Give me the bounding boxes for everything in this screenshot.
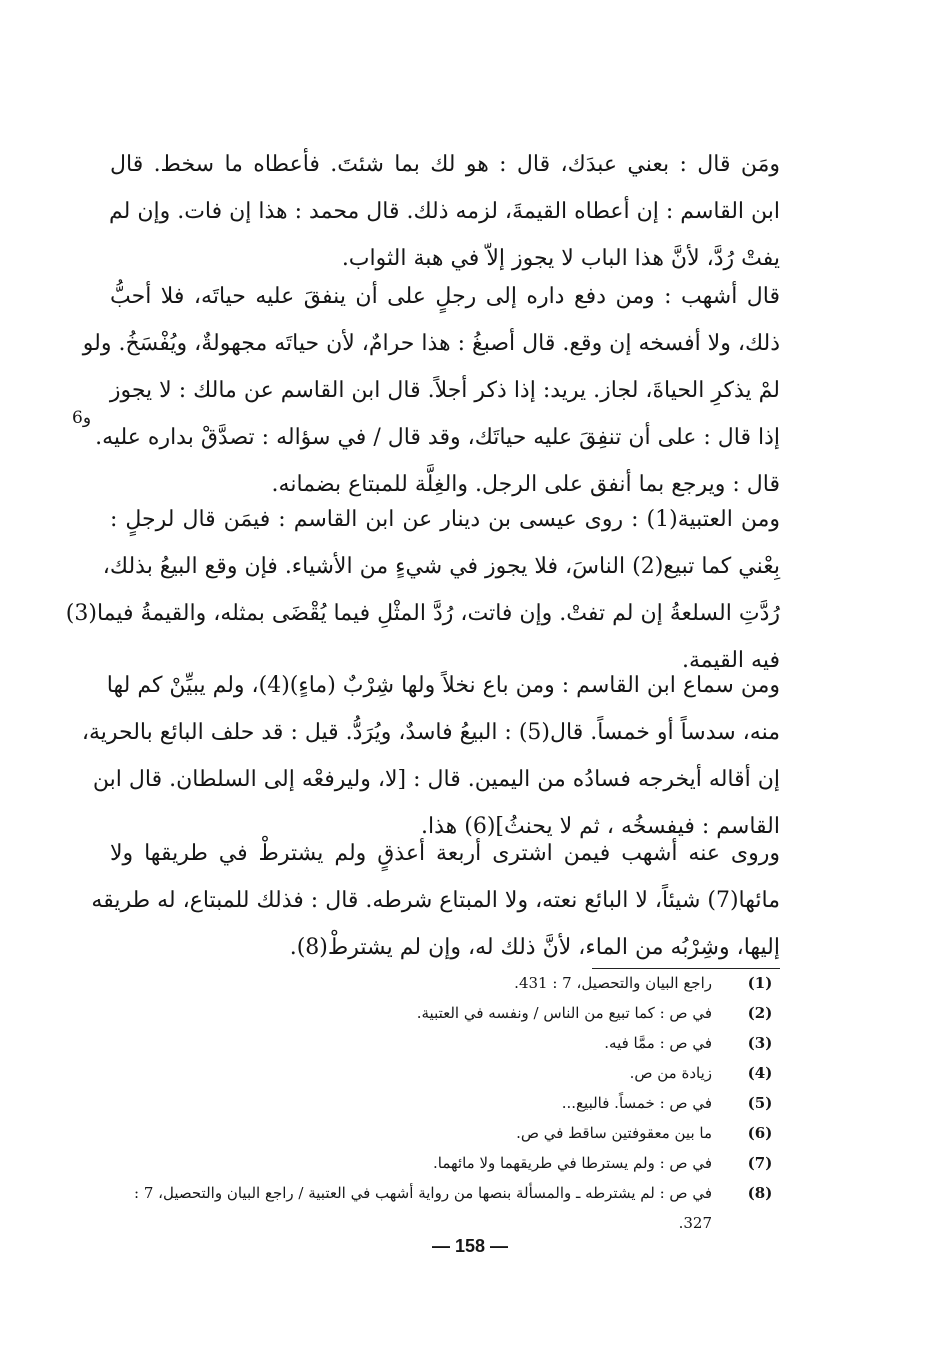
- footnote: [100, 1118, 780, 1148]
- footnote-text: في ص : كما تبيع من الناس / ونفسه في العتبية.: [416, 1004, 712, 1022]
- text-line: قال : ويرجع بما أنفق على الرجل. والغِلَّة للمبتاع بضمانه.: [271, 472, 780, 497]
- text-line: ومَن قال : بعني عبدَك، قال : هو لك بما شئتَ. فأعطاه ما سخط. قال: [110, 152, 780, 177]
- text-line: لمْ يذكرِ الحياةَ، لجاز. يريد: إذا ذكر أجلاً. قال ابن القاسم عن مالك : لا يجوز: [109, 378, 780, 403]
- footnote-number: (3): [747, 1034, 773, 1052]
- footnote: [100, 1058, 780, 1088]
- text-line: فيه القيمة.: [681, 648, 780, 673]
- footnote-number: (4): [747, 1064, 773, 1082]
- footnote-number: (1): [747, 974, 773, 992]
- text-line: إليها، وشِرْبُه من الماء، لأنَّ ذلك له، وإن لم يشترطْ(8).: [289, 935, 780, 960]
- footnote: [100, 968, 780, 998]
- paragraph-5: [91, 830, 780, 971]
- text-line: إذا قال : على أن تنفِقَ عليه حياتَك، وقد قال / في سؤاله : تصدَّقْ بداره عليه.: [95, 425, 780, 450]
- footnote-number: (7): [747, 1154, 773, 1172]
- footnote: [100, 1178, 780, 1208]
- paragraph-3: [65, 496, 780, 684]
- footnote-text: في ص : ولم يسترطا في طريقهما ولا مائهما.: [433, 1154, 712, 1172]
- text-line: ابن القاسم : إن أعطاه القيمةَ، لزمه ذلك. قال محمد : هذا إن فات. وإن لم: [108, 199, 780, 224]
- footnote-number: (6): [747, 1124, 773, 1142]
- text-line: يفتْ رُدَّ، لأنَّ هذا الباب لا يجوز إلاّ في هبة الثواب.: [341, 246, 780, 271]
- text-line: قال أشهب : ومن دفع داره إلى رجلٍ على أن ينفقَ عليه حياتَه، فلا أحبُّ: [110, 284, 780, 309]
- footnote-text: في ص : خمساً. فالبيع...: [561, 1094, 712, 1112]
- footnote: [100, 998, 780, 1028]
- footnote-number: (8): [747, 1184, 773, 1202]
- footnote: [100, 1088, 780, 1118]
- page-number: — 158 —: [431, 1236, 509, 1256]
- footnote-text: راجع البيان والتحصيل، 7 : 431.: [514, 974, 712, 992]
- footnote-text: زيادة من ص.: [629, 1064, 712, 1082]
- text-line: إن أقاله أيخرجه فسادُه من اليمين. قال : [لا، وليرفعْه إلى السلطان. قال ابن: [92, 767, 780, 792]
- footnote: [100, 1148, 780, 1178]
- margin-folio-note: 6و: [72, 408, 92, 428]
- text-line: ومن سماع ابن القاسم : ومن باع نخلاً ولها شِرْبٌ (ماءٍ)(4)، ولم يبيِّنْ كم لها: [106, 673, 780, 698]
- footnote-text: في ص : لم يشترطه ـ والمسألة بنصها من رواية أشهب في العتبية / راجع البيان والتحصيل، 7 :: [134, 1184, 712, 1202]
- footnote-number: (2): [747, 1004, 773, 1022]
- text-line: ومن العتبية(1) : روى عيسى بن دينار عن ابن القاسم : فيمَن قال لرجلٍ :: [110, 507, 780, 532]
- footnotes: [100, 968, 780, 1238]
- footnote-continuation-text: 327.: [678, 1214, 712, 1232]
- paragraph-1: [110, 141, 780, 282]
- text-line: ذلك، ولا أفسخه إن وقع. قال أصبغُ : هذا حرامٌ، لأن حياتَه مجهولةٌ، ويُفْسَخُ. ولو: [82, 331, 780, 356]
- footnote-text: ما بين معقوفتين ساقط في ص.: [516, 1124, 712, 1142]
- footnote-text: في ص : ممَّا فيه.: [604, 1034, 712, 1052]
- footnote: [100, 1028, 780, 1058]
- text-line: بِعْني كما تبيع(2) الناسَ، فلا يجوز في شيءٍ من الأشياء. فإن وقع البيعُ بذلك،: [102, 554, 780, 579]
- footnote-continuation: [100, 1208, 780, 1238]
- text-line: وروى عنه أشهب فيمن اشترى أربعة أعذقٍ ولم يشترطْ في طريقها ولا: [110, 841, 780, 866]
- paragraph-4: [81, 662, 780, 850]
- text-line: القاسم : فيفسخُه ، ثم لا يحنثُ](6) هذا.: [421, 814, 780, 839]
- text-line: منه، سدساً أو خمساً. قال(5) : البيعُ فاسدٌ، ويُرَدُّ. قيل : قد حلف البائع بالحرية،: [81, 720, 780, 745]
- text-line: مائها(7) شيئاً، لا البائع نعته، ولا المبتاع شرطه. قال : فذلك للمبتاع، له طريقه: [91, 888, 780, 913]
- text-line: رُدَّتِ السلعةُ إن لم تفتْ. وإن فاتت، رُدَّ المثْلِ فيما يُقْضَى بمثله، والقيمةُ فيما(3): [65, 601, 780, 626]
- footnote-number: (5): [747, 1094, 773, 1112]
